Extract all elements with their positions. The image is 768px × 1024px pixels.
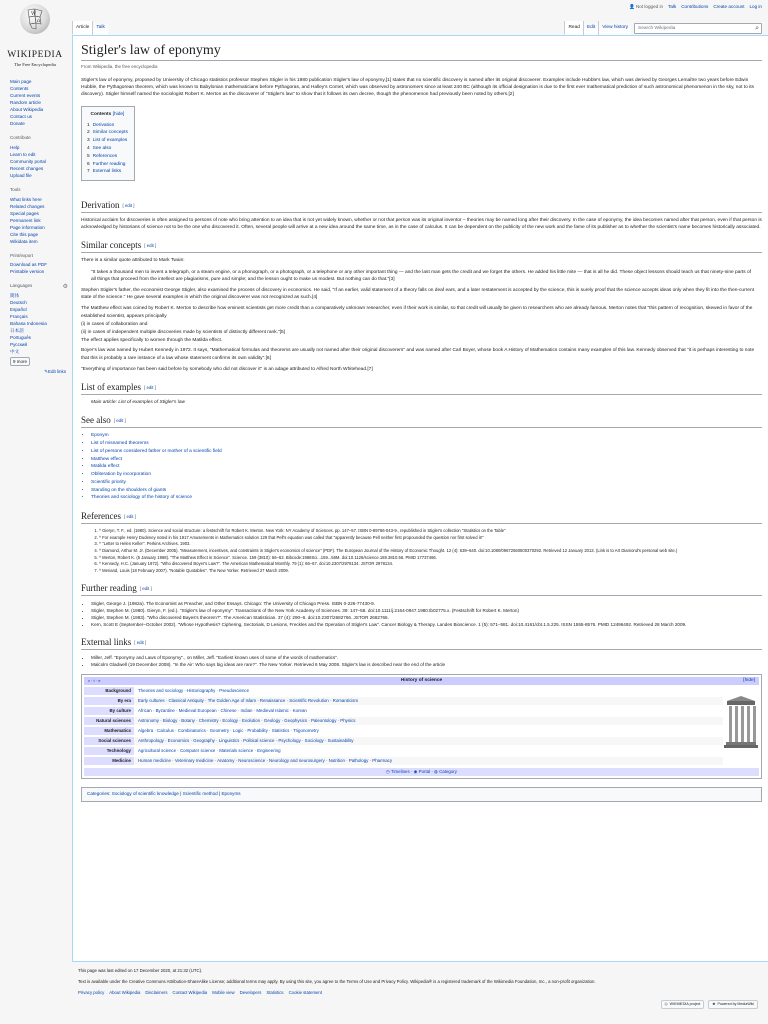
language-item[interactable]: Русский	[10, 342, 28, 348]
portal-heading: Tools	[10, 186, 21, 192]
sidebar	[10, 78, 68, 384]
see-also-item[interactable]: • Matilda effect	[91, 463, 762, 471]
category-link[interactable]: Scientific method	[182, 791, 218, 797]
sidebar-print	[10, 253, 68, 276]
sidebar-item[interactable]: Download as PDF	[10, 262, 48, 268]
navbox-vte-links[interactable]: v · t · e	[88, 678, 101, 684]
toc-item[interactable]: 5 References	[87, 153, 118, 159]
tagline: The Free Encyclopedia	[14, 61, 56, 67]
navbox-list[interactable]: Agricultural science · Computer science · Materials science · Engineering	[134, 747, 723, 755]
navbox-list[interactable]: Astronomy · Biology · Botany · Chemistry · Ecology · Evolution · Geology · Geophysics · Paleontology · Physics	[134, 717, 723, 725]
wikimedia-icon: ◎	[664, 1002, 668, 1006]
sidebar-item[interactable]: Contact us	[10, 114, 32, 119]
categories-label[interactable]: Categories:	[87, 791, 111, 797]
navbox-group: Mathematics	[84, 727, 134, 735]
tab-edit[interactable]: Edit	[583, 21, 598, 35]
sidebar-contribute	[10, 135, 68, 179]
language-item[interactable]: Português	[10, 335, 31, 341]
language-item[interactable]: Español	[10, 307, 27, 313]
page-title: Stigler's law of eponymy	[81, 42, 762, 61]
section-heading-similar: Similar concepts [ edit ]	[81, 239, 762, 253]
last-edited: This page was last edited on 17 December 2020, at 21:32 (UTC).	[78, 968, 203, 973]
derivation-paragraph: Historical acclaim for discoveries is often assigned to persons of note who bring attention to an idea that is not yet widely known, whether or not that person was its original inventor – theories may be named long after their discovery. In the case of eponymy, the idea becomes named after that person, even if that person is acknowledged by historians of science not to be the one who discovered it. Often, several people will arrive at a new idea around the same time, as in the case of calculus. It can be dependent on the publicity of the new work and the fame of its publisher as to whether the scientist's name becomes historically associated.	[81, 218, 762, 231]
similar-paragraph: Boyer's law was named by Hubert Kennedy in 1972. It says, "Mathematical formulas and theorems are usually not named after their original discoverers" and was named after Carl Boyer, whose book A History of Mathematics contains many examples of this law. Kennedy observed that "it is perhaps interesting to note that this is probably a rare instance of a law whose statement confirms its own validity".[6]	[81, 348, 755, 361]
page-footer	[78, 968, 758, 1006]
see-also-item[interactable]: • Obliteration by incorporation	[91, 471, 762, 479]
navbox-list[interactable]: Early cultures · Classical Antiquity · The Golden Age of Islam · Renaissance · Scientific Revolution · Romanticism	[134, 697, 723, 705]
section-heading-see-also: See also [ edit ]	[81, 414, 762, 428]
navbox-group: Social sciences	[84, 737, 134, 745]
edit-section-link[interactable]: edit	[146, 243, 154, 249]
contributions-link[interactable]: Contributions	[681, 4, 709, 9]
edit-section-link[interactable]: edit	[116, 418, 124, 424]
svg-text:Ω: Ω	[37, 18, 41, 23]
similar-paragraph: (i) in cases of collaboration and	[81, 321, 148, 327]
similar-paragraph: (ii) in cases of independent multiple discoveries made by scientists of distinctly different rank."[5]	[81, 330, 285, 336]
similar-paragraph: The Matthew effect was coined by Robert K. Merton to describe how eminent scientists get more credit than a comparatively unknown researcher, even if their work is similar, so that credit will usually be given to researchers who are already famous. Merton notes that "this pattern of recognition, skewed in favor of the established scientist, appears principally	[81, 306, 753, 319]
toc-item[interactable]: 4 See also	[87, 145, 112, 151]
sidebar-languages	[10, 283, 68, 375]
sidebar-item[interactable]: What links here	[10, 196, 42, 202]
tab-article[interactable]: Article	[72, 21, 92, 35]
footer-link[interactable]: Disclaimers	[145, 990, 168, 995]
login-link[interactable]: Log in	[749, 4, 762, 9]
navbox-footer: ◷ Timelines · ◉ Portal · ◍ Category	[84, 768, 759, 776]
sidebar-item[interactable]: Related changes	[10, 203, 45, 209]
portal-heading: Print/export	[10, 252, 34, 258]
wikimedia-badge[interactable]: ◎ WIKIMEDIA project	[661, 1000, 705, 1009]
category-link[interactable]: Eponyms	[221, 791, 241, 797]
search-placeholder: Search Wikipedia	[638, 25, 676, 31]
sidebar-item[interactable]: Donate	[10, 121, 25, 126]
table-of-contents	[81, 106, 135, 181]
reference-item: 6. ^ Kennedy, H.C. (January 1972). "Who discovered Boyer's Law?". The American Mathematical Monthly. 79 (1): 66–67. doi:10.2307/2978134. JSTOR 2978134.	[99, 561, 762, 568]
section-heading-derivation: Derivation [ edit ]	[81, 199, 762, 213]
sidebar-item[interactable]: Cite this page	[10, 231, 39, 237]
sidebar-item[interactable]: About Wikipedia	[10, 107, 44, 112]
sidebar-item[interactable]: Permanent link	[10, 217, 41, 223]
edit-section-link[interactable]: edit	[142, 586, 150, 592]
not-logged-in: Not logged in	[635, 4, 664, 9]
navbox-group: By culture	[84, 707, 134, 715]
similar-paragraph: Stephen Stigler's father, the economist George Stigler, also examined the process of discovery in economics. He said, "If an earlier, valid statement of a theory falls on deaf ears, and a later restatement is accepted by the science, this is surely proof that the science accepts ideas only when they fit into the then-current state of the science." He gave several examples in which the original discoverer was not recognized as such.[4]	[81, 288, 754, 301]
sidebar-item[interactable]: Random article	[10, 100, 41, 105]
category-links: Categories: Sociology of scientific knowledge | Scientific method | Eponyms	[81, 787, 762, 802]
see-also-item[interactable]: • Theories and sociology of the history of science	[91, 494, 762, 502]
sidebar-item[interactable]: Current events	[10, 93, 41, 98]
tab-read[interactable]: Read	[564, 21, 582, 35]
navbox-list[interactable]: Algebra · Calculus · Combinatorics · Geometry · Logic · Probability · Statistics · Trigonometry	[134, 727, 723, 735]
section-heading-further-reading: Further reading [ edit ]	[81, 582, 762, 596]
portal-heading: Languages	[10, 283, 33, 289]
mediawiki-badge[interactable]: ❀ Powered by MediaWiki	[708, 1000, 758, 1009]
navbox-portal-link[interactable]: Portal	[418, 769, 431, 775]
mediawiki-icon: ❀	[712, 1002, 716, 1006]
portal-heading: Contribute	[10, 135, 31, 140]
section-heading-examples: List of examples [ edit ]	[81, 381, 762, 395]
navbox-group: Technology	[84, 747, 134, 755]
footer-link[interactable]: Statistics	[266, 990, 284, 995]
see-also-item[interactable]: • Eponym	[91, 432, 762, 440]
navbox-list[interactable]: Human medicine · Veterinary medicine · Anatomy · Neuroscience · Neurology and neurosurgery · Nutrition · Pathology · Pharmacy	[134, 757, 723, 765]
language-item[interactable]: Bahasa Indonesia	[10, 321, 47, 327]
edit-links-link[interactable]: Edit links	[47, 368, 66, 374]
toc-item[interactable]: 7 External links	[87, 169, 122, 175]
edit-section-link[interactable]: edit	[124, 203, 133, 209]
gear-icon[interactable]: ⚙	[62, 284, 68, 291]
see-also-item[interactable]: • Standing on the shoulders of giants	[91, 487, 762, 495]
similar-paragraph: There is a similar quote attributed to Mark Twain:	[81, 258, 185, 264]
create-account-link[interactable]: Create account	[713, 4, 745, 9]
footer-link[interactable]: Privacy policy	[78, 990, 105, 995]
language-item[interactable]: 日本語	[10, 328, 24, 334]
reference-item: 7. ^ Menand, Louis (18 February 2007). "Notable Quotables". The New Yorker. Retrieved 27 March 2009.	[99, 568, 762, 575]
sidebar-item[interactable]: Page information	[10, 224, 45, 230]
navbox-list[interactable]: Theories and sociology · Historiography · Pseudoscience	[134, 687, 723, 695]
portal-icon: ◉	[413, 769, 418, 775]
toc-item[interactable]: 2 Similar concepts	[87, 130, 128, 136]
footer-link[interactable]: Developers	[239, 990, 262, 995]
navbox-group: By era	[84, 697, 134, 705]
category-link[interactable]: Sociology of scientific knowledge	[111, 791, 179, 797]
section-heading-references: References [ edit ]	[81, 510, 762, 524]
timeline-icon: ◷	[386, 769, 390, 775]
more-languages-button[interactable]: 9 more	[10, 357, 30, 366]
navbox-category-link[interactable]: Category	[439, 769, 457, 775]
tab-view-history[interactable]: View history	[598, 21, 631, 35]
wikipedia-logo[interactable]	[6, 4, 64, 68]
twain-quote: "It takes a thousand men to invent a telegraph, or a steam engine, or a phonograph, or a photograph, or a telephone or any other important thing — and the last man gets the credit and we forget the others. He added his little mite — that is all he did. These object lessons should teach us that ninety-nine parts of all things that proceed from the intellect are plagiarisms, pure and simple; and the lesson ought to make us modest. But nothing can do that."[3]	[91, 269, 751, 282]
site-subtitle: From Wikipedia, the free encyclopedia	[81, 64, 158, 69]
sidebar-item[interactable]: Learn to edit	[10, 151, 36, 157]
reference-item: 2. ^ For example Henry Dudeney noted in his 1917 Amusements in Mathematics solution 129 that Pell's equation was called that "apparently because Pell neither first propounded the question nor first solved it!"	[99, 535, 762, 542]
license-text: Text is available under the Creative Commons Attribution-ShareAlike License; additional terms may apply. By using this site, you agree to the Terms of Use and Privacy Policy. Wikipedia® is a registered trademark of the Wikimedia Foundation, Inc., a non-profit organization.	[78, 979, 596, 984]
main-article-hatnote[interactable]: Main article: List of examples of Stigler's law	[91, 399, 185, 405]
language-item[interactable]: 中文	[10, 349, 20, 355]
talk-link[interactable]: Talk	[668, 4, 677, 9]
similar-paragraph: "Everything of importance has been said before by somebody who did not discover it" is an adage attributed to Alfred North Whitehead.[7]	[81, 366, 373, 372]
temple-illustration	[723, 687, 759, 765]
reference-item: 4. ^ Diamond, Arthur M. Jr. (December 2005). "Measurement, incentives, and constraints in Stigler's economics of science" (PDF). The European Journal of the History of Economic Thought. 12 (4): 639–640. doi:10.1080/09672560500370292. Retrieved 12 January 2013. (Link is to Art Diamond's personal web site.)	[99, 548, 762, 555]
sidebar-item[interactable]: Printable version	[10, 269, 45, 275]
reference-list	[99, 528, 762, 574]
sidebar-navigation	[10, 78, 68, 127]
sidebar-item[interactable]: Recent changes	[10, 165, 44, 171]
footer-link[interactable]: Cookie statement	[288, 990, 323, 995]
intro-paragraph: Stigler's law of eponymy, proposed by University of Chicago statistics professor Stephen Stigler in his 1980 publication Stigler's law of eponymy,[1] states that no scientific discovery is named after its original discoverer. Examples include Hubble's law, which was derived by Georges Lemaître two years before Edwin Hubble, the Pythagorean theorem, which was known to Babylonian mathematicians before Pythagoras, and Halley's Comet, which was observed by astronomers since at least 240 BC (although its official designation is due to the first ever mathematical prediction of such astronomical phenomenon in the sky, not to its discovery). Stigler himself named the sociologist Robert K. Merton as the discoverer of "Stigler's law" to show that it follows its own decree, though the phenomenon had previously been noted by others.[2]	[81, 77, 754, 98]
sidebar-item[interactable]: Help	[10, 144, 20, 150]
further-reading-item: • Stigler, Stephen M. (1980). Gieryn, F. (ed.). "Stigler's law of eponymy". Transactions of the New York Academy of Sciences. 39: 147–58. doi:10.1111/j.2164-0947.1980.tb02775.x. (Festschrift for Robert K. Merton)	[91, 607, 762, 614]
language-item[interactable]: Deutsch	[10, 300, 27, 306]
sidebar-item[interactable]: Community portal	[10, 158, 46, 164]
toc-item[interactable]: 3 List of examples	[87, 138, 128, 144]
toc-item[interactable]: 6 Further reading	[87, 161, 126, 167]
namespace-tabs	[72, 21, 108, 35]
similar-paragraph: The effect applies specifically to women through the Matilda effect.	[81, 338, 223, 344]
navbox-group: Background	[84, 687, 134, 695]
navbox-list[interactable]: Anthropology · Economics · Geography · Linguistics · Political science · Psychology · Sociology · Sustainability	[134, 737, 723, 745]
svg-text:W: W	[31, 11, 37, 17]
view-tabs	[564, 21, 762, 35]
language-item[interactable]: 簡体	[10, 293, 20, 299]
language-item[interactable]: Français	[10, 314, 28, 320]
footer-link[interactable]: Mobile view	[212, 990, 235, 995]
navbox-title[interactable]: History of science	[400, 678, 443, 684]
footer-link[interactable]: About Wikipedia	[109, 990, 141, 995]
search-input[interactable]	[634, 23, 762, 34]
edit-section-link[interactable]: edit	[136, 640, 144, 646]
sidebar-tools	[10, 187, 68, 245]
see-also-item[interactable]: • List of persons considered father or mother of a scientific field	[91, 448, 762, 456]
section-heading-external-links: External links [ edit ]	[81, 636, 762, 650]
navbox-list[interactable]: African · Byzantine · Medieval European · Chinese · Indian · Medieval Islamic · Korean	[134, 707, 723, 715]
pencil-icon: ✎	[44, 368, 48, 374]
reference-item: 1. ^ Gieryn, T. F., ed. (1980). Science and social structure: a festschrift for Robert K. Merton. New York: NY Academy of Sciences. pp. 147–57. ISBN 0-89766-043-9., republished in Stigler's collection "Statistics on the Table"	[99, 528, 762, 535]
external-link-item: • Malcolm Gladwell (19 December 2008). "In the Air: Who says big ideas are rare?". The New Yorker. Retrieved 6 May 2008. Stigler's law is described near the end of the article	[91, 661, 762, 668]
classical-temple-icon	[723, 695, 759, 755]
edit-section-link[interactable]: edit	[146, 384, 154, 390]
sidebar-item[interactable]: Contents	[10, 86, 29, 91]
reference-item: 5. ^ Merton, Robert K. (5 January 1968). "The Matthew Effect in Science". Science. 159 (3810): 56–63. Bibcode:1968Sci...159...56M. doi:10.1126/science.159.3810.56. PMID 17737466.	[99, 555, 762, 562]
sidebar-item[interactable]: Main page	[10, 79, 32, 84]
further-reading-item: • Kern, Scott E (September–October 2002). "Whose Hypothesis? Ciphering, Sectorials, D Lesions, Freckles and the Operation of Stigler's Law". Cancer Biology & Therapy. Landes Bioscience. 1 (5): 571–581. doi:10.4161/cbt.1.5.225. ISSN 1555-8576. PMID 12496492. Retrieved 28 March 2009.	[91, 621, 762, 628]
sidebar-item[interactable]: Wikidata item	[10, 238, 38, 244]
search-icon[interactable]: ⌕	[755, 24, 759, 32]
category-icon: ◍	[434, 769, 438, 775]
footer-link[interactable]: Contact Wikipedia	[172, 990, 208, 995]
personal-tools	[629, 4, 762, 11]
see-also-item[interactable]: • Scientific priority	[91, 479, 762, 487]
navbox-group: Medicine	[84, 757, 134, 765]
toc-hide-toggle[interactable]: [hide]	[112, 112, 125, 118]
further-reading-item: • Stigler, George J. (1982a). The Economist as Preacher, and Other Essays. Chicago: The University of Chicago Press. ISBN 0-226-77430-9.	[91, 600, 762, 607]
sidebar-item[interactable]: Special pages	[10, 210, 39, 216]
footer-links	[78, 990, 758, 996]
toc-title: Contents	[90, 112, 112, 118]
navbox-timelines-link[interactable]: Timelines	[391, 769, 410, 775]
see-also-item[interactable]: • List of misnamed theorems	[91, 440, 762, 448]
further-reading-item: • Stigler, Stephen M. (1983). "Who discovered Bayes's theorem?". The American Statistician. 37 (4): 290–6. doi:10.2307/2682766. JSTOR 2682766.	[91, 614, 762, 621]
article-content	[72, 35, 768, 962]
external-link-item: • Miller, Jeff. "Eponymy and Laws of Eponymy"., on Miller, Jeff. "Earliest known uses of some of the words of mathematics".	[91, 654, 762, 661]
toc-item[interactable]: 1 Derivation	[87, 122, 115, 128]
navbox-group: Natural sciences	[84, 717, 134, 725]
sidebar-item[interactable]: Upload file	[10, 172, 32, 178]
wordmark: WIKIPEDIA	[7, 50, 63, 60]
see-also-item[interactable]: • Matthew effect	[91, 456, 762, 464]
reference-item: 3. ^ "Letter to Helen Keller". Perkins Archives. 1903.	[99, 541, 762, 548]
tab-talk[interactable]: Talk	[92, 21, 108, 35]
user-icon: 👤	[628, 4, 635, 9]
edit-section-link[interactable]: edit	[126, 514, 134, 520]
navbox-hide-toggle[interactable]: [hide]	[743, 678, 755, 684]
puzzle-globe-icon	[20, 4, 50, 34]
history-of-science-navbox	[81, 674, 762, 779]
